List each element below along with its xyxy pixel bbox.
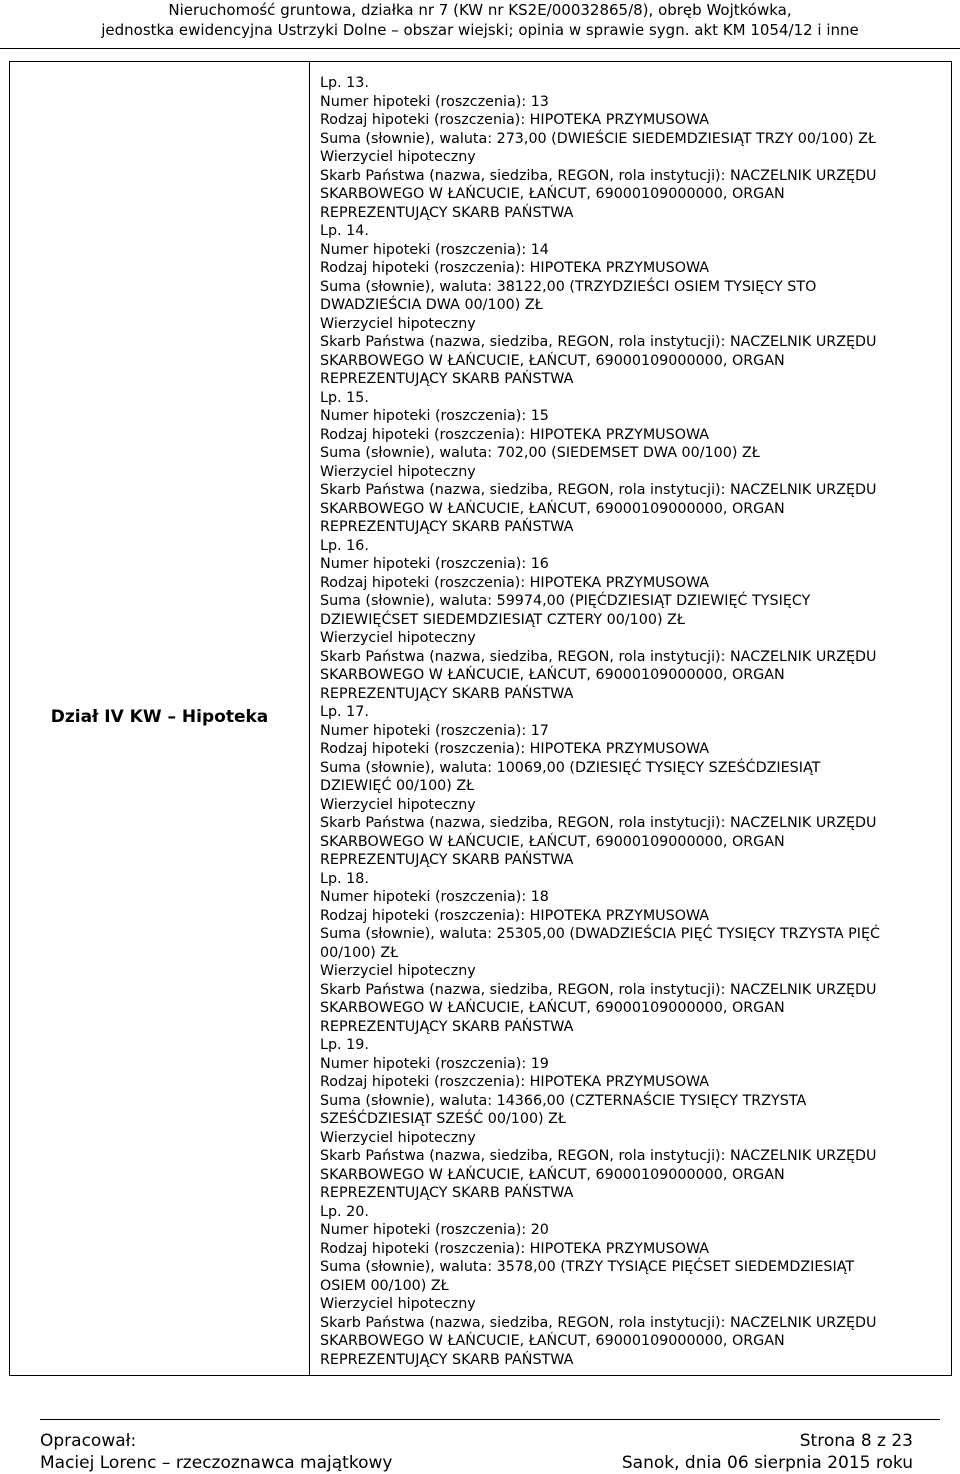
section-table: [9, 61, 952, 1376]
entry-line: Wierzyciel hipoteczny: [320, 630, 476, 646]
entry-line: OSIEM 00/100) ZŁ: [320, 1277, 449, 1294]
section-label: Dział IV KW – Hipoteka: [50, 707, 269, 727]
entry-line: Lp. 13.: [320, 75, 369, 91]
entry-line: Lp. 16.: [320, 537, 369, 554]
entry-line: Rodzaj hipoteki (roszczenia): HIPOTEKA PRZYMUSOWA: [320, 741, 710, 757]
entry-line: Wierzyciel hipoteczny: [320, 796, 476, 813]
entry-line: SKARBOWEGO W ŁAŃCUCIE, ŁAŃCUT, 69000109000000, ORGAN: [320, 667, 785, 683]
entry-line: Numer hipoteki (roszczenia): 19: [320, 1055, 549, 1072]
entry-line: Rodzaj hipoteki (roszczenia): HIPOTEKA PRZYMUSOWA: [320, 1240, 710, 1257]
entry-line: DZIEWIĘĆ 00/100) ZŁ: [320, 778, 475, 794]
footer-rule: [40, 1419, 940, 1420]
entry-line: Rodzaj hipoteki (roszczenia): HIPOTEKA PRZYMUSOWA: [320, 260, 710, 276]
entry-line: Skarb Państwa (nazwa, siedziba, REGON, rola instytucji): NACZELNIK URZĘDU: [320, 1148, 877, 1164]
entry-line: Lp. 20.: [320, 1203, 369, 1220]
page-header: [0, 0, 960, 40]
entry-line: Wierzyciel hipoteczny: [320, 149, 476, 165]
column-divider: [309, 62, 310, 1375]
entry-line: Skarb Państwa (nazwa, siedziba, REGON, rola instytucji): NACZELNIK URZĘDU: [320, 1314, 877, 1331]
entry-line: Wierzyciel hipoteczny: [320, 315, 476, 332]
entry-line: Lp. 17.: [320, 704, 369, 720]
entry-line: DWADZIEŚCIA DWA 00/100) ZŁ: [320, 297, 543, 313]
entry-line: Suma (słownie), waluta: 38122,00 (TRZYDZIEŚCI OSIEM TYSIĘCY STO: [320, 278, 817, 295]
entry-line: Skarb Państwa (nazwa, siedziba, REGON, rola instytucji): NACZELNIK URZĘDU: [320, 167, 877, 184]
entry-line: Suma (słownie), waluta: 3578,00 (TRZY TYSIĄCE PIĘĆSET SIEDEMDZIESIĄT: [320, 1259, 855, 1275]
entry-line: Wierzyciel hipoteczny: [320, 1129, 476, 1146]
entry-line: REPREZENTUJĄCY SKARB PAŃSTWA: [320, 852, 574, 868]
entry-line: Suma (słownie), waluta: 25305,00 (DWADZIEŚCIA PIĘĆ TYSIĘCY TRZYSTA PIĘĆ: [320, 926, 881, 942]
header-line-2: jednostka ewidencyjna Ustrzyki Dolne – obszar wiejski; opinia w sprawie sygn. akt KM 1054/12 i inne: [101, 21, 859, 39]
entry-line: Lp. 14.: [320, 223, 369, 239]
entry-line: 00/100) ZŁ: [320, 944, 399, 961]
entry-line: REPREZENTUJĄCY SKARB PAŃSTWA: [320, 685, 574, 702]
entry-line: Lp. 18.: [320, 870, 369, 887]
entry-line: Wierzyciel hipoteczny: [320, 963, 476, 979]
footer-author-name: Maciej Lorenc – rzeczoznawca majątkowy: [40, 1453, 393, 1473]
entry-line: Rodzaj hipoteki (roszczenia): HIPOTEKA PRZYMUSOWA: [320, 574, 710, 591]
entry-line: REPREZENTUJĄCY SKARB PAŃSTWA: [320, 371, 574, 387]
entry-line: Rodzaj hipoteki (roszczenia): HIPOTEKA PRZYMUSOWA: [320, 426, 710, 443]
entry-line: Skarb Państwa (nazwa, siedziba, REGON, rola instytucji): NACZELNIK URZĘDU: [320, 482, 877, 498]
entry-line: SKARBOWEGO W ŁAŃCUCIE, ŁAŃCUT, 69000109000000, ORGAN: [320, 500, 785, 517]
entry-line: REPREZENTUJĄCY SKARB PAŃSTWA: [320, 1018, 574, 1035]
page-number: Strona 8 z 23: [799, 1431, 913, 1451]
entry-line: REPREZENTUJĄCY SKARB PAŃSTWA: [320, 1351, 574, 1368]
footer-author: [40, 1430, 392, 1474]
entry-line: Rodzaj hipoteki (roszczenia): HIPOTEKA PRZYMUSOWA: [320, 112, 710, 128]
entry-line: Numer hipoteki (roszczenia): 15: [320, 408, 549, 424]
entry-line: SKARBOWEGO W ŁAŃCUCIE, ŁAŃCUT, 69000109000000, ORGAN: [320, 186, 785, 202]
entry-line: REPREZENTUJĄCY SKARB PAŃSTWA: [320, 1185, 574, 1201]
entry-line: Lp. 15.: [320, 389, 369, 406]
entry-line: REPREZENTUJĄCY SKARB PAŃSTWA: [320, 519, 574, 535]
entry-line: Suma (słownie), waluta: 59974,00 (PIĘĆDZIESIĄT DZIEWIĘĆ TYSIĘCY: [320, 593, 811, 609]
entry-line: DZIEWIĘĆSET SIEDEMDZIESIĄT CZTERY 00/100) ZŁ: [320, 611, 685, 628]
entry-line: Numer hipoteki (roszczenia): 17: [320, 722, 549, 739]
footer-author-label: Opracował:: [40, 1431, 137, 1451]
entry-line: Skarb Państwa (nazwa, siedziba, REGON, rola instytucji): NACZELNIK URZĘDU: [320, 815, 877, 831]
header-line-1: Nieruchomość gruntowa, działka nr 7 (KW nr KS2E/00032865/8), obręb Wojtkówka,: [168, 1, 792, 19]
entry-line: SKARBOWEGO W ŁAŃCUCIE, ŁAŃCUT, 69000109000000, ORGAN: [320, 352, 785, 369]
footer-page-info: [622, 1430, 913, 1474]
entry-line: Suma (słownie), waluta: 10069,00 (DZIESIĘĆ TYSIĘCY SZEŚĆDZIESIĄT: [320, 759, 821, 776]
entry-line: Numer hipoteki (roszczenia): 13: [320, 93, 549, 110]
entry-line: SKARBOWEGO W ŁAŃCUCIE, ŁAŃCUT, 69000109000000, ORGAN: [320, 1000, 785, 1016]
entry-line: Skarb Państwa (nazwa, siedziba, REGON, rola instytucji): NACZELNIK URZĘDU: [320, 981, 877, 998]
entry-line: Rodzaj hipoteki (roszczenia): HIPOTEKA PRZYMUSOWA: [320, 1074, 710, 1090]
header-rule: [0, 48, 960, 49]
entry-line: Wierzyciel hipoteczny: [320, 463, 476, 480]
entry-line: Numer hipoteki (roszczenia): 14: [320, 241, 549, 258]
entry-line: Numer hipoteki (roszczenia): 18: [320, 889, 549, 905]
entry-line: Wierzyciel hipoteczny: [320, 1296, 476, 1312]
document-date: Sanok, dnia 06 sierpnia 2015 roku: [621, 1453, 913, 1473]
entry-line: SKARBOWEGO W ŁAŃCUCIE, ŁAŃCUT, 69000109000000, ORGAN: [320, 1166, 785, 1183]
entry-line: SKARBOWEGO W ŁAŃCUCIE, ŁAŃCUT, 69000109000000, ORGAN: [320, 1333, 785, 1349]
entry-line: REPREZENTUJĄCY SKARB PAŃSTWA: [320, 204, 574, 221]
entry-line: Suma (słownie), waluta: 702,00 (SIEDEMSET DWA 00/100) ZŁ: [320, 445, 760, 461]
mortgage-entries: [320, 74, 945, 1369]
entry-line: Skarb Państwa (nazwa, siedziba, REGON, rola instytucji): NACZELNIK URZĘDU: [320, 334, 877, 350]
entry-line: Lp. 19.: [320, 1037, 369, 1053]
entry-line: Rodzaj hipoteki (roszczenia): HIPOTEKA PRZYMUSOWA: [320, 907, 710, 924]
entry-line: Suma (słownie), waluta: 14366,00 (CZTERNAŚCIE TYSIĘCY TRZYSTA: [320, 1092, 807, 1109]
entry-line: Skarb Państwa (nazwa, siedziba, REGON, rola instytucji): NACZELNIK URZĘDU: [320, 648, 877, 665]
entry-line: SKARBOWEGO W ŁAŃCUCIE, ŁAŃCUT, 69000109000000, ORGAN: [320, 833, 785, 850]
entry-line: SZEŚĆDZIESIĄT SZEŚĆ 00/100) ZŁ: [320, 1111, 567, 1127]
entry-line: Numer hipoteki (roszczenia): 20: [320, 1222, 549, 1238]
entry-line: Suma (słownie), waluta: 273,00 (DWIEŚCIE SIEDEMDZIESIĄT TRZY 00/100) ZŁ: [320, 130, 876, 147]
entry-line: Numer hipoteki (roszczenia): 16: [320, 556, 549, 572]
